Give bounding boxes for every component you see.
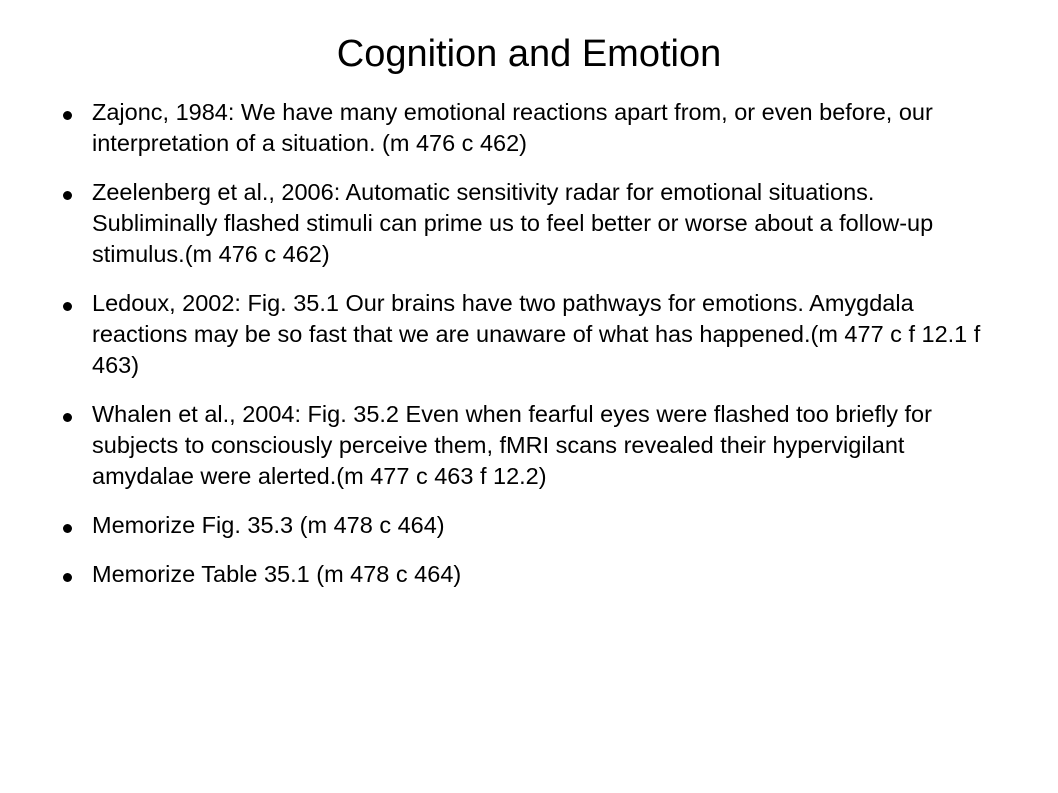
bullet-dot-icon [63, 111, 72, 120]
bullet-dot-icon [63, 524, 72, 533]
bullet-text: Zeelenberg et al., 2006: Automatic sensitivity radar for emotional situations. Subliminally flashed stimuli can prime us to feel better or worse about a follow-up stimulus.(m 476 c 462) [92, 179, 934, 267]
bullet-item-zeelenberg [62, 177, 982, 270]
bullet-text: Ledoux, 2002: Fig. 35.1 Our brains have two pathways for emotions. Amygdala reactions may be so fast that we are unaware of what has happened.(m 477 c f 12.1 f 463) [92, 290, 981, 378]
bullet-item-whalen [62, 399, 982, 492]
bullet-dot-icon [63, 302, 72, 311]
bullet-dot-icon [63, 191, 72, 200]
bullet-text: Zajonc, 1984: We have many emotional reactions apart from, or even before, our interpretation of a situation. (m 476 c 462) [92, 99, 933, 156]
bullet-item-memorize-fig [62, 510, 982, 541]
bullet-item-zajonc [62, 97, 982, 159]
bullet-text: Memorize Fig. 35.3 (m 478 c 464) [92, 512, 445, 538]
bullet-list [62, 97, 982, 608]
bullet-item-memorize-table [62, 559, 982, 590]
bullet-text: Memorize Table 35.1 (m 478 c 464) [92, 561, 462, 587]
bullet-item-ledoux [62, 288, 982, 381]
slide-title: Cognition and Emotion [336, 33, 722, 75]
bullet-text: Whalen et al., 2004: Fig. 35.2 Even when fearful eyes were flashed too briefly for subjects to consciously perceive them, fMRI scans revealed their hypervigilant amydalae were alerted.(m 477 c 463 f 12.2) [92, 401, 932, 489]
bullet-dot-icon [63, 413, 72, 422]
bullet-dot-icon [63, 573, 72, 582]
